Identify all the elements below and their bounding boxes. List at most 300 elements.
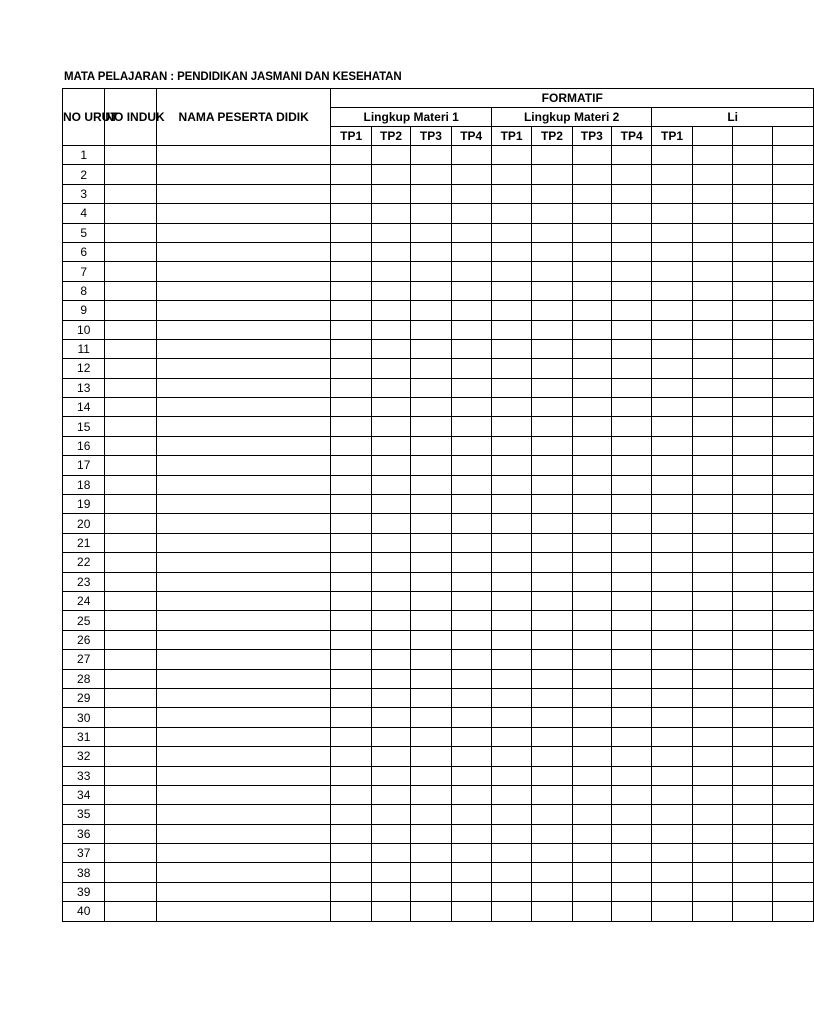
student-name-cell[interactable] bbox=[156, 591, 331, 610]
score-cell[interactable] bbox=[371, 824, 410, 843]
score-cell[interactable] bbox=[572, 747, 611, 766]
score-cell[interactable] bbox=[331, 514, 371, 533]
score-cell[interactable] bbox=[451, 785, 491, 804]
no-induk-cell[interactable] bbox=[105, 301, 156, 320]
no-induk-cell[interactable] bbox=[105, 378, 156, 397]
score-cell[interactable] bbox=[652, 475, 692, 494]
score-cell[interactable] bbox=[611, 242, 651, 261]
score-cell[interactable] bbox=[572, 669, 611, 688]
score-cell[interactable] bbox=[451, 281, 491, 300]
no-induk-cell[interactable] bbox=[105, 630, 156, 649]
score-cell[interactable] bbox=[692, 747, 732, 766]
score-cell[interactable] bbox=[532, 591, 572, 610]
score-cell[interactable] bbox=[572, 339, 611, 358]
score-cell[interactable] bbox=[733, 242, 773, 261]
score-cell[interactable] bbox=[532, 339, 572, 358]
score-cell[interactable] bbox=[532, 301, 572, 320]
score-cell[interactable] bbox=[692, 339, 732, 358]
score-cell[interactable] bbox=[773, 708, 814, 727]
student-name-cell[interactable] bbox=[156, 553, 331, 572]
score-cell[interactable] bbox=[611, 669, 651, 688]
no-induk-cell[interactable] bbox=[105, 281, 156, 300]
score-cell[interactable] bbox=[331, 262, 371, 281]
score-cell[interactable] bbox=[532, 727, 572, 746]
score-cell[interactable] bbox=[491, 281, 531, 300]
score-cell[interactable] bbox=[451, 146, 491, 165]
no-induk-cell[interactable] bbox=[105, 533, 156, 552]
score-cell[interactable] bbox=[572, 844, 611, 863]
score-cell[interactable] bbox=[491, 495, 531, 514]
score-cell[interactable] bbox=[692, 630, 732, 649]
score-cell[interactable] bbox=[532, 378, 572, 397]
score-cell[interactable] bbox=[532, 320, 572, 339]
score-cell[interactable] bbox=[611, 533, 651, 552]
score-cell[interactable] bbox=[692, 184, 732, 203]
score-cell[interactable] bbox=[451, 417, 491, 436]
score-cell[interactable] bbox=[411, 572, 451, 591]
score-cell[interactable] bbox=[652, 165, 692, 184]
score-cell[interactable] bbox=[371, 146, 410, 165]
score-cell[interactable] bbox=[411, 863, 451, 882]
score-cell[interactable] bbox=[371, 204, 410, 223]
score-cell[interactable] bbox=[611, 630, 651, 649]
score-cell[interactable] bbox=[451, 301, 491, 320]
score-cell[interactable] bbox=[692, 688, 732, 707]
score-cell[interactable] bbox=[611, 766, 651, 785]
score-cell[interactable] bbox=[652, 902, 692, 921]
score-cell[interactable] bbox=[411, 727, 451, 746]
score-cell[interactable] bbox=[733, 844, 773, 863]
score-cell[interactable] bbox=[331, 747, 371, 766]
score-cell[interactable] bbox=[491, 902, 531, 921]
score-cell[interactable] bbox=[491, 146, 531, 165]
score-cell[interactable] bbox=[411, 785, 451, 804]
score-cell[interactable] bbox=[572, 688, 611, 707]
score-cell[interactable] bbox=[572, 863, 611, 882]
score-cell[interactable] bbox=[652, 844, 692, 863]
score-cell[interactable] bbox=[371, 320, 410, 339]
score-cell[interactable] bbox=[611, 281, 651, 300]
score-cell[interactable] bbox=[451, 359, 491, 378]
student-name-cell[interactable] bbox=[156, 495, 331, 514]
score-cell[interactable] bbox=[491, 591, 531, 610]
score-cell[interactable] bbox=[733, 805, 773, 824]
score-cell[interactable] bbox=[733, 262, 773, 281]
no-induk-cell[interactable] bbox=[105, 339, 156, 358]
no-induk-cell[interactable] bbox=[105, 824, 156, 843]
score-cell[interactable] bbox=[572, 727, 611, 746]
score-cell[interactable] bbox=[572, 436, 611, 455]
student-name-cell[interactable] bbox=[156, 688, 331, 707]
score-cell[interactable] bbox=[773, 553, 814, 572]
score-cell[interactable] bbox=[773, 805, 814, 824]
student-name-cell[interactable] bbox=[156, 281, 331, 300]
score-cell[interactable] bbox=[773, 785, 814, 804]
no-induk-cell[interactable] bbox=[105, 553, 156, 572]
score-cell[interactable] bbox=[572, 572, 611, 591]
score-cell[interactable] bbox=[652, 223, 692, 242]
score-cell[interactable] bbox=[331, 165, 371, 184]
score-cell[interactable] bbox=[411, 766, 451, 785]
score-cell[interactable] bbox=[773, 339, 814, 358]
score-cell[interactable] bbox=[331, 863, 371, 882]
no-induk-cell[interactable] bbox=[105, 359, 156, 378]
no-induk-cell[interactable] bbox=[105, 708, 156, 727]
score-cell[interactable] bbox=[491, 223, 531, 242]
no-induk-cell[interactable] bbox=[105, 863, 156, 882]
score-cell[interactable] bbox=[572, 281, 611, 300]
score-cell[interactable] bbox=[331, 242, 371, 261]
no-induk-cell[interactable] bbox=[105, 417, 156, 436]
score-cell[interactable] bbox=[611, 146, 651, 165]
score-cell[interactable] bbox=[532, 242, 572, 261]
score-cell[interactable] bbox=[451, 824, 491, 843]
student-name-cell[interactable] bbox=[156, 301, 331, 320]
score-cell[interactable] bbox=[773, 378, 814, 397]
score-cell[interactable] bbox=[773, 533, 814, 552]
score-cell[interactable] bbox=[371, 398, 410, 417]
score-cell[interactable] bbox=[371, 591, 410, 610]
score-cell[interactable] bbox=[532, 184, 572, 203]
score-cell[interactable] bbox=[451, 320, 491, 339]
score-cell[interactable] bbox=[331, 844, 371, 863]
score-cell[interactable] bbox=[733, 650, 773, 669]
score-cell[interactable] bbox=[371, 553, 410, 572]
score-cell[interactable] bbox=[773, 630, 814, 649]
score-cell[interactable] bbox=[611, 378, 651, 397]
score-cell[interactable] bbox=[451, 708, 491, 727]
score-cell[interactable] bbox=[451, 262, 491, 281]
score-cell[interactable] bbox=[733, 669, 773, 688]
no-induk-cell[interactable] bbox=[105, 805, 156, 824]
score-cell[interactable] bbox=[773, 436, 814, 455]
score-cell[interactable] bbox=[491, 553, 531, 572]
score-cell[interactable] bbox=[331, 572, 371, 591]
score-cell[interactable] bbox=[451, 882, 491, 901]
student-name-cell[interactable] bbox=[156, 514, 331, 533]
score-cell[interactable] bbox=[331, 281, 371, 300]
student-name-cell[interactable] bbox=[156, 533, 331, 552]
score-cell[interactable] bbox=[371, 495, 410, 514]
score-cell[interactable] bbox=[331, 708, 371, 727]
score-cell[interactable] bbox=[611, 902, 651, 921]
score-cell[interactable] bbox=[652, 669, 692, 688]
student-name-cell[interactable] bbox=[156, 475, 331, 494]
score-cell[interactable] bbox=[652, 688, 692, 707]
score-cell[interactable] bbox=[411, 242, 451, 261]
score-cell[interactable] bbox=[331, 223, 371, 242]
score-cell[interactable] bbox=[773, 766, 814, 785]
score-cell[interactable] bbox=[532, 204, 572, 223]
student-name-cell[interactable] bbox=[156, 398, 331, 417]
score-cell[interactable] bbox=[572, 805, 611, 824]
score-cell[interactable] bbox=[652, 727, 692, 746]
score-cell[interactable] bbox=[652, 747, 692, 766]
score-cell[interactable] bbox=[331, 611, 371, 630]
score-cell[interactable] bbox=[411, 184, 451, 203]
score-cell[interactable] bbox=[532, 495, 572, 514]
score-cell[interactable] bbox=[371, 262, 410, 281]
score-cell[interactable] bbox=[733, 281, 773, 300]
score-cell[interactable] bbox=[733, 165, 773, 184]
score-cell[interactable] bbox=[451, 475, 491, 494]
score-cell[interactable] bbox=[652, 320, 692, 339]
student-name-cell[interactable] bbox=[156, 262, 331, 281]
score-cell[interactable] bbox=[773, 184, 814, 203]
score-cell[interactable] bbox=[331, 146, 371, 165]
score-cell[interactable] bbox=[331, 824, 371, 843]
score-cell[interactable] bbox=[611, 436, 651, 455]
score-cell[interactable] bbox=[652, 766, 692, 785]
score-cell[interactable] bbox=[572, 204, 611, 223]
score-cell[interactable] bbox=[733, 630, 773, 649]
score-cell[interactable] bbox=[572, 650, 611, 669]
score-cell[interactable] bbox=[692, 553, 732, 572]
no-induk-cell[interactable] bbox=[105, 591, 156, 610]
student-name-cell[interactable] bbox=[156, 824, 331, 843]
score-cell[interactable] bbox=[532, 281, 572, 300]
score-cell[interactable] bbox=[532, 398, 572, 417]
score-cell[interactable] bbox=[611, 785, 651, 804]
score-cell[interactable] bbox=[652, 708, 692, 727]
score-cell[interactable] bbox=[572, 398, 611, 417]
student-name-cell[interactable] bbox=[156, 708, 331, 727]
student-name-cell[interactable] bbox=[156, 378, 331, 397]
score-cell[interactable] bbox=[652, 785, 692, 804]
score-cell[interactable] bbox=[773, 572, 814, 591]
score-cell[interactable] bbox=[692, 223, 732, 242]
score-cell[interactable] bbox=[371, 436, 410, 455]
student-name-cell[interactable] bbox=[156, 223, 331, 242]
score-cell[interactable] bbox=[773, 824, 814, 843]
score-cell[interactable] bbox=[411, 417, 451, 436]
score-cell[interactable] bbox=[371, 242, 410, 261]
score-cell[interactable] bbox=[572, 359, 611, 378]
score-cell[interactable] bbox=[331, 591, 371, 610]
score-cell[interactable] bbox=[692, 572, 732, 591]
score-cell[interactable] bbox=[733, 359, 773, 378]
score-cell[interactable] bbox=[692, 514, 732, 533]
score-cell[interactable] bbox=[491, 708, 531, 727]
score-cell[interactable] bbox=[451, 844, 491, 863]
score-cell[interactable] bbox=[733, 417, 773, 436]
score-cell[interactable] bbox=[733, 611, 773, 630]
score-cell[interactable] bbox=[371, 669, 410, 688]
score-cell[interactable] bbox=[773, 688, 814, 707]
score-cell[interactable] bbox=[411, 204, 451, 223]
no-induk-cell[interactable] bbox=[105, 475, 156, 494]
score-cell[interactable] bbox=[692, 766, 732, 785]
score-cell[interactable] bbox=[733, 902, 773, 921]
score-cell[interactable] bbox=[371, 456, 410, 475]
score-cell[interactable] bbox=[692, 669, 732, 688]
score-cell[interactable] bbox=[652, 863, 692, 882]
score-cell[interactable] bbox=[371, 359, 410, 378]
score-cell[interactable] bbox=[572, 514, 611, 533]
score-cell[interactable] bbox=[611, 262, 651, 281]
score-cell[interactable] bbox=[451, 223, 491, 242]
score-cell[interactable] bbox=[773, 320, 814, 339]
score-cell[interactable] bbox=[572, 262, 611, 281]
score-cell[interactable] bbox=[692, 495, 732, 514]
no-induk-cell[interactable] bbox=[105, 456, 156, 475]
score-cell[interactable] bbox=[652, 398, 692, 417]
score-cell[interactable] bbox=[611, 882, 651, 901]
score-cell[interactable] bbox=[331, 727, 371, 746]
score-cell[interactable] bbox=[411, 553, 451, 572]
score-cell[interactable] bbox=[451, 456, 491, 475]
no-induk-cell[interactable] bbox=[105, 262, 156, 281]
score-cell[interactable] bbox=[331, 495, 371, 514]
no-induk-cell[interactable] bbox=[105, 165, 156, 184]
score-cell[interactable] bbox=[491, 611, 531, 630]
score-cell[interactable] bbox=[611, 650, 651, 669]
score-cell[interactable] bbox=[491, 844, 531, 863]
score-cell[interactable] bbox=[572, 882, 611, 901]
score-cell[interactable] bbox=[532, 785, 572, 804]
score-cell[interactable] bbox=[773, 591, 814, 610]
score-cell[interactable] bbox=[733, 533, 773, 552]
score-cell[interactable] bbox=[331, 184, 371, 203]
score-cell[interactable] bbox=[331, 882, 371, 901]
score-cell[interactable] bbox=[773, 669, 814, 688]
score-cell[interactable] bbox=[692, 204, 732, 223]
score-cell[interactable] bbox=[652, 630, 692, 649]
score-cell[interactable] bbox=[692, 611, 732, 630]
score-cell[interactable] bbox=[532, 766, 572, 785]
score-cell[interactable] bbox=[491, 436, 531, 455]
score-cell[interactable] bbox=[411, 223, 451, 242]
score-cell[interactable] bbox=[491, 456, 531, 475]
score-cell[interactable] bbox=[491, 359, 531, 378]
score-cell[interactable] bbox=[692, 436, 732, 455]
score-cell[interactable] bbox=[572, 184, 611, 203]
score-cell[interactable] bbox=[491, 863, 531, 882]
student-name-cell[interactable] bbox=[156, 320, 331, 339]
score-cell[interactable] bbox=[331, 785, 371, 804]
no-induk-cell[interactable] bbox=[105, 146, 156, 165]
score-cell[interactable] bbox=[773, 281, 814, 300]
score-cell[interactable] bbox=[572, 475, 611, 494]
score-cell[interactable] bbox=[451, 184, 491, 203]
score-cell[interactable] bbox=[411, 824, 451, 843]
score-cell[interactable] bbox=[371, 301, 410, 320]
score-cell[interactable] bbox=[652, 262, 692, 281]
score-cell[interactable] bbox=[532, 844, 572, 863]
score-cell[interactable] bbox=[692, 262, 732, 281]
score-cell[interactable] bbox=[371, 766, 410, 785]
score-cell[interactable] bbox=[733, 591, 773, 610]
score-cell[interactable] bbox=[572, 553, 611, 572]
score-cell[interactable] bbox=[611, 184, 651, 203]
score-cell[interactable] bbox=[491, 688, 531, 707]
score-cell[interactable] bbox=[491, 165, 531, 184]
score-cell[interactable] bbox=[733, 146, 773, 165]
score-cell[interactable] bbox=[692, 378, 732, 397]
score-cell[interactable] bbox=[491, 378, 531, 397]
score-cell[interactable] bbox=[733, 436, 773, 455]
student-name-cell[interactable] bbox=[156, 165, 331, 184]
score-cell[interactable] bbox=[451, 553, 491, 572]
score-cell[interactable] bbox=[692, 320, 732, 339]
score-cell[interactable] bbox=[331, 320, 371, 339]
score-cell[interactable] bbox=[692, 281, 732, 300]
score-cell[interactable] bbox=[572, 320, 611, 339]
score-cell[interactable] bbox=[451, 378, 491, 397]
score-cell[interactable] bbox=[331, 417, 371, 436]
student-name-cell[interactable] bbox=[156, 630, 331, 649]
score-cell[interactable] bbox=[331, 805, 371, 824]
no-induk-cell[interactable] bbox=[105, 611, 156, 630]
score-cell[interactable] bbox=[611, 805, 651, 824]
score-cell[interactable] bbox=[451, 611, 491, 630]
no-induk-cell[interactable] bbox=[105, 669, 156, 688]
score-cell[interactable] bbox=[451, 398, 491, 417]
score-cell[interactable] bbox=[611, 456, 651, 475]
score-cell[interactable] bbox=[491, 184, 531, 203]
score-cell[interactable] bbox=[532, 805, 572, 824]
score-cell[interactable] bbox=[733, 688, 773, 707]
score-cell[interactable] bbox=[611, 359, 651, 378]
score-cell[interactable] bbox=[611, 611, 651, 630]
score-cell[interactable] bbox=[491, 339, 531, 358]
score-cell[interactable] bbox=[371, 339, 410, 358]
score-cell[interactable] bbox=[572, 242, 611, 261]
score-cell[interactable] bbox=[773, 882, 814, 901]
score-cell[interactable] bbox=[692, 863, 732, 882]
score-cell[interactable] bbox=[532, 688, 572, 707]
score-cell[interactable] bbox=[733, 398, 773, 417]
score-cell[interactable] bbox=[532, 708, 572, 727]
score-cell[interactable] bbox=[331, 339, 371, 358]
score-cell[interactable] bbox=[451, 533, 491, 552]
score-cell[interactable] bbox=[733, 320, 773, 339]
score-cell[interactable] bbox=[451, 727, 491, 746]
score-cell[interactable] bbox=[692, 242, 732, 261]
no-induk-cell[interactable] bbox=[105, 495, 156, 514]
score-cell[interactable] bbox=[611, 495, 651, 514]
score-cell[interactable] bbox=[491, 650, 531, 669]
score-cell[interactable] bbox=[451, 902, 491, 921]
score-cell[interactable] bbox=[692, 146, 732, 165]
score-cell[interactable] bbox=[411, 514, 451, 533]
score-cell[interactable] bbox=[733, 514, 773, 533]
score-cell[interactable] bbox=[491, 204, 531, 223]
score-cell[interactable] bbox=[611, 824, 651, 843]
score-cell[interactable] bbox=[611, 320, 651, 339]
student-name-cell[interactable] bbox=[156, 204, 331, 223]
score-cell[interactable] bbox=[491, 727, 531, 746]
score-cell[interactable] bbox=[733, 708, 773, 727]
score-cell[interactable] bbox=[652, 514, 692, 533]
no-induk-cell[interactable] bbox=[105, 572, 156, 591]
score-cell[interactable] bbox=[331, 650, 371, 669]
score-cell[interactable] bbox=[491, 669, 531, 688]
score-cell[interactable] bbox=[733, 727, 773, 746]
score-cell[interactable] bbox=[733, 882, 773, 901]
score-cell[interactable] bbox=[532, 882, 572, 901]
score-cell[interactable] bbox=[331, 533, 371, 552]
student-name-cell[interactable] bbox=[156, 766, 331, 785]
score-cell[interactable] bbox=[692, 591, 732, 610]
score-cell[interactable] bbox=[572, 785, 611, 804]
score-cell[interactable] bbox=[611, 301, 651, 320]
score-cell[interactable] bbox=[331, 378, 371, 397]
score-cell[interactable] bbox=[611, 708, 651, 727]
score-cell[interactable] bbox=[611, 223, 651, 242]
score-cell[interactable] bbox=[692, 359, 732, 378]
score-cell[interactable] bbox=[491, 572, 531, 591]
